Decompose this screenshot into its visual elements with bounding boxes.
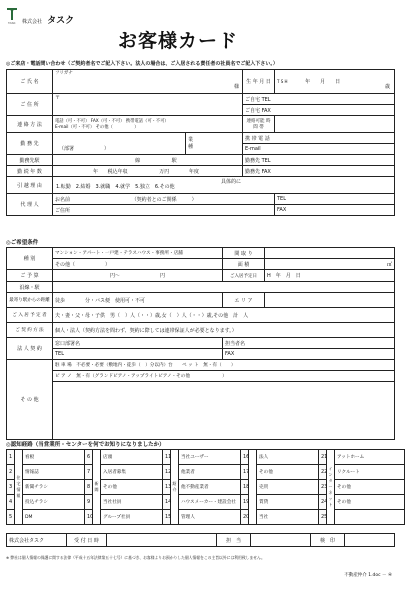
mobile-label: 携 帯 電 話 [243, 133, 395, 144]
source-number: 25 [319, 510, 327, 525]
resident-field[interactable]: 夫・妻・父・母・子供 男（ ）人（・・）歳,女（ ）人（・・）歳,その他 計 人 [53, 308, 395, 323]
source-number: 17 [241, 465, 249, 480]
era-options: T S H [277, 79, 288, 84]
source-option[interactable]: その他 [257, 465, 319, 480]
contact-line-1: 電話（可・不可） FAX（可・不可） 携帯電話（可・不可） [55, 119, 169, 124]
sama-label: 様 [233, 84, 239, 90]
work-fax-label: 勤務先 FAX [243, 166, 395, 177]
agent-address-label: ご住所 [53, 205, 275, 216]
postal-mark: 〒 [55, 95, 61, 101]
contact-time-field[interactable] [275, 116, 395, 133]
source-group: 住宅情報 [15, 450, 23, 525]
budget-label: ご 予 算 [7, 270, 53, 282]
source-option[interactable]: 当社社員 [101, 495, 163, 510]
agent-label: 代 理 人 [7, 194, 53, 216]
source-group: 紹介 [171, 450, 179, 525]
contact-methods[interactable] [53, 116, 243, 133]
source-number: 23 [319, 480, 327, 495]
contact-line-2: E-mail（可・不可） その他（ ） [55, 125, 139, 130]
source-option[interactable]: ハウスメーカー・建設会社 [179, 495, 241, 510]
address-field[interactable] [53, 94, 243, 116]
source-table [6, 449, 394, 525]
resident-label: ご 入 居 予 定 者 [7, 308, 53, 323]
section-source-title: ◎認知経路（当営業所・センターを何でお知りになりましたか） [6, 442, 165, 448]
email-label: E-mail [243, 144, 395, 155]
name-field[interactable] [53, 70, 243, 94]
page-title: お客様カード [118, 30, 239, 52]
reason-label: 引 越 理 由 [7, 177, 53, 194]
source-option[interactable]: 管理人 [179, 510, 241, 525]
move-date-field[interactable]: H 年 月 日 [265, 270, 395, 282]
footer-table [6, 533, 394, 547]
source-option[interactable]: 賃貸 [257, 495, 319, 510]
source-option[interactable]: 看板 [23, 450, 85, 465]
year-unit: 年 [93, 168, 99, 175]
area-unit: ㎡ [386, 261, 392, 268]
age-label: 歳 [384, 84, 390, 90]
ken-field[interactable] [345, 534, 395, 547]
work-label: 勤 務 先 [7, 133, 53, 155]
source-number: 9 [85, 495, 93, 510]
work-field[interactable] [53, 133, 243, 155]
other-line-1[interactable]: 駐 車 場 不必要・必要（敷地内・徒歩（ ）分以内）台 ペ ッ ト 無・有（ ） [53, 360, 395, 371]
source-option[interactable]: 入居者募集 [101, 465, 163, 480]
contract-label: ご 契 約 方 法 [7, 323, 53, 338]
source-option[interactable]: 売買 [257, 480, 319, 495]
layout-field[interactable] [265, 248, 395, 259]
years-field[interactable] [53, 166, 243, 177]
corp-fax-label[interactable]: FAX [223, 349, 395, 360]
source-group: インターネット [327, 450, 335, 525]
agent-tel-label: TEL [275, 194, 395, 205]
source-number: 4 [7, 495, 15, 510]
company-logo-icon [6, 7, 18, 21]
tanto-label: 担 当 [217, 534, 251, 547]
source-option[interactable]: その他 [335, 495, 405, 510]
dept-label: （部署 ） [59, 146, 110, 152]
source-number: 1 [7, 450, 15, 465]
source-option[interactable]: グループ社員 [101, 510, 163, 525]
corp-person-label[interactable]: 担当者名 [223, 338, 395, 349]
birth-label: 生 年 月 日 [243, 70, 275, 94]
source-number: 12 [163, 465, 171, 480]
industry-label: 業 種 [185, 133, 201, 154]
source-option[interactable]: DM [23, 510, 85, 525]
type-line-1[interactable]: マンション・アパート・一戸建・テラスハウス・事務所・店舗 [53, 248, 223, 259]
area-name-field[interactable] [265, 293, 395, 308]
corp-label: 法 人 契 約 [7, 338, 53, 360]
area-name-label: エ リ ア [223, 293, 265, 308]
other-label: そ の 他 [7, 360, 53, 440]
home-fax-label: ご自宅 FAX [243, 105, 395, 116]
years-label: 勤 続 年 数 [7, 166, 53, 177]
source-number: 24 [319, 495, 327, 510]
source-option[interactable]: リクルート [335, 465, 405, 480]
logo-caption: TASK [8, 21, 16, 25]
area-field[interactable] [265, 259, 395, 270]
logo [6, 6, 18, 20]
contract-field[interactable]: 個人・法人（契約方法を問わず、契約に際しては連帯保証人が必要となります。） [53, 323, 395, 338]
nearest-field[interactable]: 徒歩 分・バス便 使用可・不可 [53, 293, 223, 308]
contact-time-label: 連絡可能 時 間 帯 [243, 116, 275, 133]
agent-name-label: お名前 [55, 196, 71, 203]
line-station-label: 沿線・駅 [7, 282, 53, 293]
station-field[interactable] [53, 155, 243, 166]
agent-fax-label: FAX [275, 205, 395, 216]
section-preferences-title: ◎ご希望条件 [6, 240, 39, 246]
furigana-label: フリガナ [55, 71, 73, 76]
source-option[interactable]: 店頭 [101, 450, 163, 465]
type-label: 種 別 [7, 248, 53, 270]
company-name: タスク [47, 16, 75, 26]
source-group [249, 450, 257, 525]
source-number: 19 [241, 495, 249, 510]
source-number: 8 [85, 480, 93, 495]
corp-tel-label[interactable]: TEL [53, 349, 223, 360]
ken-label: 検 印 [311, 534, 345, 547]
birth-field[interactable] [275, 70, 395, 94]
address-label: ご 住 所 [7, 94, 53, 116]
source-number: 22 [319, 465, 327, 480]
source-number: 15 [163, 510, 171, 525]
nendo-label: 年度 [188, 168, 199, 175]
other-line-2[interactable]: ピ ア ノ 無・有（グランドピアノ・アップライトピアノ・その他 ） [53, 371, 395, 382]
reason-detail-label: 具体的に [221, 179, 242, 185]
received-field[interactable] [107, 534, 217, 547]
source-number: 2 [7, 465, 15, 480]
other-free-field[interactable] [53, 382, 395, 440]
source-option[interactable]: 当社 [257, 510, 319, 525]
source-option[interactable]: 情報誌 [23, 465, 85, 480]
source-number: 13 [163, 480, 171, 495]
home-tel-label: ご自宅 TEL [243, 94, 395, 105]
station-label: 勤務先駅 [7, 155, 53, 166]
move-date-label: ご入居予定日 [223, 270, 265, 282]
section-customer-title: ◎ご来店・電話問い合わせ（ご契約者名でご記入下さい。法人の場合は、ご入居される責任者の社員名でご記入下さい。） [6, 61, 278, 67]
line-unit: 線 [135, 157, 141, 164]
source-option[interactable]: 新聞チラシ [23, 480, 85, 495]
source-group: 新聞 [93, 450, 101, 525]
received-label: 受 付 日 時 [67, 534, 107, 547]
doc-code: 不動産仲介 1.doc － ④ [344, 573, 392, 578]
type-line-2[interactable]: その他（ ） [53, 259, 223, 270]
source-number: 10 [85, 510, 93, 525]
source-number: 6 [85, 450, 93, 465]
source-option[interactable]: アットホーム [335, 450, 405, 465]
source-number: 14 [163, 495, 171, 510]
corp-dept-label[interactable]: 窓口部署名 [53, 338, 223, 349]
reason-options: 1.転勤 2.結婚 3.就職 4.就学 5.独立 6.その他 [56, 184, 175, 190]
source-number: 16 [241, 450, 249, 465]
source-number: 3 [7, 480, 15, 495]
agent-relation-label: （契約者とのご関係 ） [131, 196, 197, 203]
source-number: 21 [319, 450, 327, 465]
company-prefix: 株式会社 [22, 19, 43, 25]
source-option[interactable]: その他 [101, 480, 163, 495]
budget-field[interactable]: 円〜 円 [53, 270, 223, 282]
birth-date-fields: 年 月 日 [305, 79, 341, 85]
tanto-field[interactable] [251, 534, 311, 547]
income-label: 税込年収 [107, 168, 128, 175]
source-option[interactable]: 他不動産業者 [179, 480, 241, 495]
footer-company: 株式会社タスク [7, 534, 67, 547]
customer-table [6, 69, 394, 216]
name-label: ご 氏 名 [7, 70, 53, 94]
source-option[interactable]: 当社ユーザー [179, 450, 241, 465]
source-option[interactable]: 法人 [257, 450, 319, 465]
preferences-table [6, 247, 394, 440]
man-unit: 万円 [159, 168, 170, 175]
source-option[interactable]: 投込チラシ [23, 495, 85, 510]
company-header [22, 8, 74, 27]
source-number: 20 [241, 510, 249, 525]
source-option[interactable]: その他 [335, 480, 405, 495]
work-tel-label: 勤務先 TEL [243, 155, 395, 166]
source-number: 5 [7, 510, 15, 525]
source-number: 7 [85, 465, 93, 480]
area-label: 面 積 [223, 259, 265, 270]
station-unit: 駅 [171, 157, 177, 164]
agent-name-field[interactable] [53, 194, 275, 205]
contact-label: 連 絡 方 法 [7, 116, 53, 133]
layout-label: 間 取 り [223, 248, 265, 259]
privacy-note: ※ 弊社は個人情報の保護に関する法律（平成十五年法律第五十七号）に基づき、お客様よりお預かりした個人情報をこの主旨以外には利用致しません。 [6, 555, 265, 560]
source-option[interactable] [335, 510, 405, 525]
source-option[interactable]: 他業者 [179, 465, 241, 480]
source-number: 18 [241, 480, 249, 495]
nearest-label: 最寄り駅からの距離 [7, 293, 53, 308]
reason-field[interactable] [53, 177, 395, 194]
line-station-field[interactable] [53, 282, 395, 293]
source-number: 11 [163, 450, 171, 465]
